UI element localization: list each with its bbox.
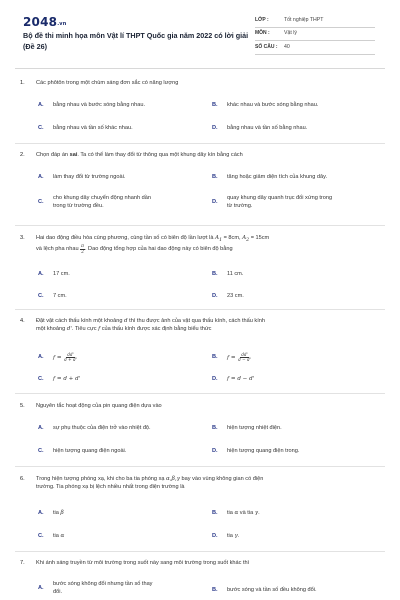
option-b[interactable] — [212, 425, 282, 433]
option-text-line: bước sóng không đổi nhưng tần số thay — [53, 581, 153, 587]
exam-meta — [255, 14, 375, 55]
math-symbol: A — [215, 235, 220, 241]
option-letter: B. — [212, 102, 218, 108]
option-letter: C. — [38, 376, 44, 382]
question-text: Các phôtôn trong một chùm sáng đơn sắc có năng lượng — [36, 80, 179, 86]
option-letter: C. — [38, 293, 44, 299]
logo-tld: .vn — [57, 21, 67, 27]
meta-row-count — [255, 41, 375, 55]
option-letter: B. — [212, 174, 218, 180]
meta-label: SỐ CÂU : — [255, 43, 278, 50]
option-text — [227, 353, 252, 363]
option-text-part: và tia — [238, 510, 255, 516]
option-b[interactable] — [212, 102, 318, 110]
option-text — [53, 510, 64, 518]
option-letter: A. — [38, 271, 44, 277]
question-4 — [20, 318, 382, 333]
option-letter: B. — [212, 425, 218, 431]
option-letter: B. — [212, 510, 218, 516]
amplitude-a1 — [215, 235, 223, 244]
question-divider — [15, 466, 385, 467]
logo-text: 2048 — [23, 15, 58, 29]
question-number: 2. — [20, 152, 25, 158]
option-text — [53, 533, 64, 541]
option-text: khác nhau và bước sóng bằng nhau. — [227, 102, 319, 108]
option-c[interactable] — [38, 376, 80, 384]
question-text-part: . Ta có thể làm thay đổi từ thông qua một khung dây kín bằng cách — [77, 152, 243, 158]
math-subscript: 2 — [246, 238, 250, 244]
question-text-part: thì thu được ảnh của vật qua thấu kính, cách thấu kính — [127, 318, 265, 324]
formula-lhs: f = — [227, 355, 236, 362]
option-text — [53, 353, 78, 363]
option-c[interactable] — [38, 195, 151, 210]
option-text-line: cho khung dây chuyển động nhanh dần — [53, 195, 151, 201]
question-text-part: . Dao động tổng hợp của hai dao động này có biên độ bằng — [84, 246, 233, 253]
question-number: 1. — [20, 80, 25, 86]
option-letter: C. — [38, 198, 44, 205]
formula-fraction — [63, 353, 78, 362]
math-symbol: α — [234, 510, 239, 516]
option-text — [53, 195, 151, 210]
option-text: làm thay đổi từ trường ngoài. — [53, 174, 126, 180]
question-1 — [20, 80, 382, 88]
option-b[interactable] — [212, 587, 317, 595]
fraction-denominator: d − d' — [238, 357, 251, 363]
option-text: hiện tượng quang điện ngoài. — [53, 448, 127, 454]
option-letter: D. — [212, 376, 218, 382]
option-text-part: . — [258, 510, 260, 516]
question-number: 3. — [20, 235, 25, 241]
option-text: 17 cm. — [53, 271, 70, 277]
option-a[interactable] — [38, 271, 70, 279]
question-divider — [15, 309, 385, 310]
option-letter: B. — [212, 271, 218, 277]
option-a[interactable] — [38, 174, 125, 182]
option-text: bằng nhau và tần số khác nhau. — [53, 125, 133, 131]
fraction-numerator: dd' — [67, 352, 74, 357]
option-letter: C. — [38, 533, 44, 539]
option-a[interactable] — [38, 353, 78, 363]
meta-value: 40 — [284, 43, 290, 50]
option-letter: D. — [212, 533, 218, 539]
question-text-part: Hai dao động điều hòa cùng phương, cùng tần số có biên độ lần lượt là — [36, 235, 214, 241]
question-text-part: Chọn đáp án — [36, 152, 70, 158]
option-text: 7 cm. — [53, 293, 67, 299]
option-text: hiện tượng quang điện trong. — [227, 448, 300, 454]
option-text: bước sóng và tần số đều không đổi. — [227, 587, 317, 593]
option-c[interactable] — [38, 448, 126, 456]
question-text — [36, 235, 382, 254]
question-text — [36, 152, 382, 160]
option-letter: D. — [212, 125, 218, 131]
option-text-line: từ trường. — [227, 202, 253, 209]
question-text-part: của thấu kính được xác định bằng biểu thức — [100, 325, 212, 332]
math-symbol: β — [60, 510, 64, 516]
option-letter: A. — [38, 510, 44, 516]
option-text — [53, 581, 152, 596]
option-text — [227, 533, 239, 541]
exam-title: Bộ đề thi minh họa môn Vật lí THPT Quốc gia năm 2022 có lời giải (Đề 26) — [23, 31, 249, 51]
math-symbol: α — [60, 533, 65, 539]
option-b[interactable] — [212, 271, 243, 279]
option-letter: C. — [38, 125, 44, 131]
fraction-numerator: dd' — [241, 352, 248, 357]
formula-lhs: f = — [53, 355, 62, 362]
option-b[interactable] — [212, 353, 252, 363]
fraction-denominator: 2 — [81, 248, 84, 254]
option-letter: C. — [38, 448, 44, 454]
option-c[interactable] — [38, 125, 133, 133]
option-text-line: quay khung dây quanh trục đối xứng trong — [227, 195, 333, 201]
meta-row-class — [255, 14, 375, 28]
option-letter: A. — [38, 354, 44, 361]
option-d[interactable] — [212, 376, 254, 384]
option-text: 11 cm. — [227, 271, 244, 277]
option-text-part: . — [237, 533, 240, 539]
option-letter: A. — [38, 174, 44, 180]
question-text — [36, 476, 382, 491]
question-text-part: Đặt vật cách thấu kính một khoảng — [36, 318, 124, 324]
question-number: 4. — [20, 318, 25, 324]
option-text: sự phụ thuộc của điện trở vào nhiệt độ. — [53, 425, 151, 431]
option-text-line: đổi. — [53, 588, 63, 595]
math-symbol: α,β,γ — [166, 476, 180, 482]
option-c[interactable] — [38, 533, 64, 541]
question-text-part: và lệch pha nhau — [36, 246, 81, 253]
question-text-part: một khoảng — [36, 325, 67, 332]
option-text-line: trong từ trường đều. — [53, 202, 104, 209]
math-subscript: 1 — [219, 238, 223, 244]
math-symbol: γ — [254, 510, 259, 516]
question-2 — [20, 152, 382, 160]
math-symbol: d — [124, 318, 128, 324]
question-number: 6. — [20, 476, 25, 482]
option-text: tăng hoặc giảm diện tích của khung dây. — [227, 174, 328, 180]
option-text: hiện tượng nhiệt điện. — [227, 425, 282, 431]
option-letter: D. — [212, 448, 218, 454]
option-d[interactable] — [212, 125, 307, 133]
option-d[interactable] — [212, 533, 239, 541]
question-7 — [20, 560, 382, 568]
option-letter: D. — [212, 198, 218, 205]
question-number: 7. — [20, 560, 25, 566]
question-text-part: bay vào vùng không gian có điện — [179, 476, 264, 482]
option-letter: A. — [38, 102, 44, 108]
option-a[interactable] — [38, 510, 64, 518]
question-divider — [15, 143, 385, 144]
exam-header — [0, 0, 400, 66]
question-text: Nguyên tắc hoạt động của pin quang điện dựa vào — [36, 403, 162, 409]
option-d[interactable] — [212, 195, 332, 210]
option-c[interactable] — [38, 293, 67, 301]
meta-row-subject — [255, 28, 375, 42]
option-d[interactable] — [212, 448, 299, 456]
option-letter: A. — [38, 584, 44, 591]
formula-fraction — [237, 353, 252, 362]
option-a[interactable] — [38, 102, 145, 110]
amplitude-a1-value: = 8cm, — [222, 235, 243, 241]
question-text-emphasis: sai — [69, 152, 78, 158]
option-formula: f = d − d' — [227, 376, 255, 382]
option-formula: f = d + d' — [53, 376, 81, 382]
meta-value: Tốt nghiệp THPT — [284, 16, 324, 23]
question-3 — [20, 235, 382, 254]
question-divider — [15, 393, 385, 394]
option-text-part: tia — [227, 510, 235, 516]
meta-label: MÔN : — [255, 30, 270, 37]
question-text: Khi ánh sáng truyền từ môi trường trong suốt này sang môi trường trong suốt khác thì — [36, 560, 250, 566]
option-a[interactable] — [38, 425, 151, 433]
question-text-part: Trong hiện tượng phóng xạ, khi cho ba tia phóng xạ — [36, 476, 167, 482]
site-logo[interactable] — [23, 14, 67, 30]
option-letter: A. — [38, 425, 44, 431]
header-divider — [15, 68, 385, 69]
option-text-part: tia — [227, 533, 235, 539]
math-symbol: A — [242, 235, 247, 241]
option-letter: B. — [212, 587, 218, 593]
option-text-part: tia — [53, 533, 61, 539]
option-text — [227, 510, 260, 518]
option-d[interactable] — [212, 293, 244, 301]
question-number: 5. — [20, 403, 25, 409]
amplitude-a2-value: = 15cm — [249, 235, 270, 241]
option-a[interactable] — [38, 581, 152, 596]
option-text: bằng nhau và bước sóng bằng nhau. — [53, 102, 146, 108]
option-b[interactable] — [212, 510, 260, 518]
option-text — [227, 195, 332, 210]
fraction-denominator: d + d' — [64, 357, 77, 363]
question-divider — [15, 551, 385, 552]
math-symbol: f — [98, 325, 101, 332]
question-text-part: . Tiêu cực — [71, 325, 99, 332]
option-text-part: tia — [53, 510, 61, 516]
question-divider — [15, 225, 385, 226]
question-text — [36, 318, 382, 333]
question-5 — [20, 403, 382, 411]
option-text: 23 cm. — [227, 293, 244, 299]
math-symbol: d' — [66, 325, 72, 332]
meta-label: LỚP : — [255, 16, 269, 23]
option-text: bằng nhau và tần số bằng nhau. — [227, 125, 308, 131]
math-symbol: γ — [234, 533, 238, 539]
question-6 — [20, 476, 382, 491]
option-letter: D. — [212, 293, 218, 299]
fraction-numerator: π — [81, 243, 84, 249]
option-letter: B. — [212, 354, 218, 361]
meta-value: Vật lý — [284, 30, 297, 37]
question-text-part: trường. Tia phóng xạ bị lệch nhiều nhất trong điện trường là — [36, 483, 185, 490]
option-b[interactable] — [212, 174, 327, 182]
